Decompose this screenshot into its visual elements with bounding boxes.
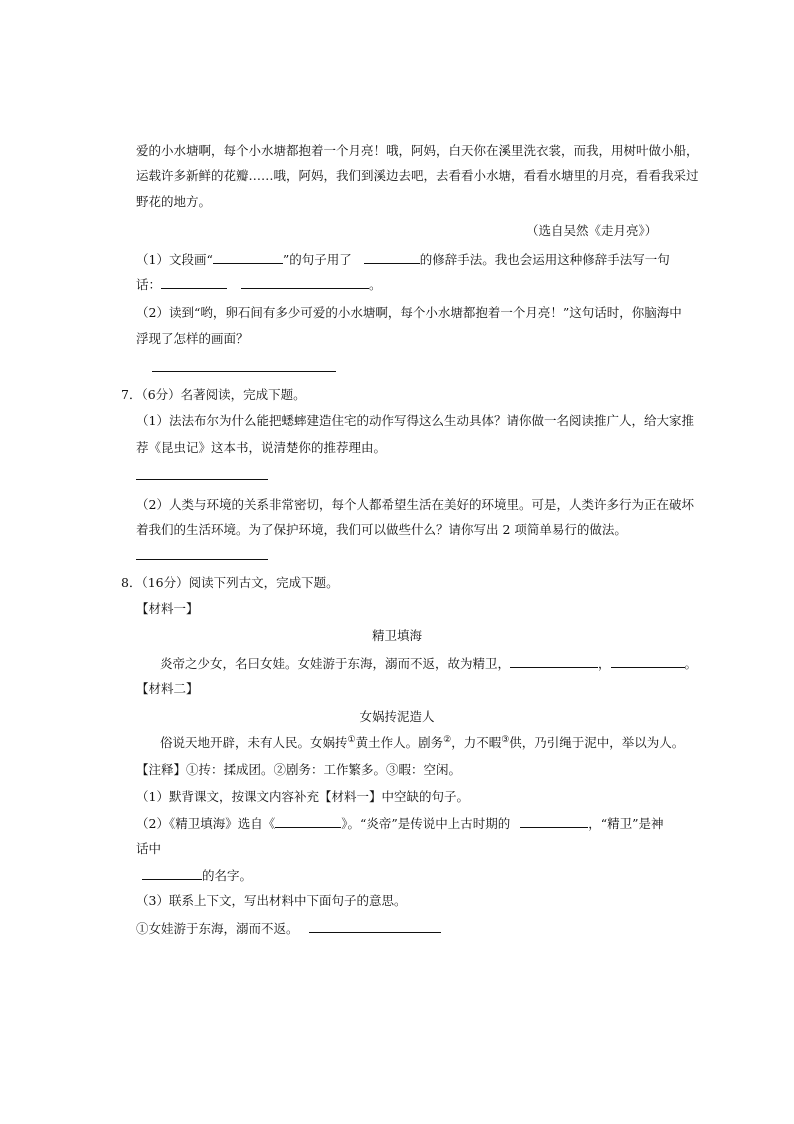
- q6-sub1-text-c: 的修辞手法。我也会运用这种修辞手法写一句: [419, 252, 670, 267]
- material-1-label: 【材料一】: [136, 601, 199, 616]
- q8-sub2-line1: [136, 815, 664, 832]
- q6-sub1-text-a: （1）文段画“: [136, 252, 213, 267]
- answer-line-q7-1[interactable]: [136, 479, 268, 480]
- material-2-part-4: 供，乃引绳于泥中，举以为人。: [509, 735, 685, 750]
- material-2-part-2: 黄土作人。剧务: [355, 735, 444, 750]
- q8-sub2-text-a: （2）《精卫填海》选自《: [136, 816, 276, 831]
- q8-sub2-text-e: 的名字。: [202, 868, 253, 883]
- answer-line-q6-2[interactable]: [152, 371, 336, 372]
- footnote-mark-3: ③: [501, 734, 510, 745]
- material-1-body: 炎帝之少女，名曰女娃。女娃游于东海，溺而不返，故为精卫，: [160, 656, 511, 671]
- q8-sub3-sentence: ①女娃游于东海，溺而不返。: [136, 921, 299, 936]
- q8-heading: 8．（16分）阅读下列古文，完成下题。: [121, 575, 339, 590]
- passage-line-1: 爱的小水塘啊，每个小水塘都抱着一个月亮！哦，阿妈，白天你在溪里洗衣裳，而我，用树叶做小船，: [136, 143, 699, 158]
- passage-source: （选自吴然《走月亮》）: [526, 223, 658, 238]
- answer-blank-underlined-sentence[interactable]: [213, 251, 283, 264]
- answer-blank-material-1-b[interactable]: [611, 655, 685, 668]
- q8-sub1: （1）默背课文，按课文内容补充【材料一】中空缺的句子。: [136, 789, 469, 804]
- material-1-end: 。: [684, 656, 698, 671]
- answer-blank-translation[interactable]: [309, 920, 441, 933]
- material-2-text: [160, 735, 684, 751]
- answer-blank-sentence-1[interactable]: [161, 276, 227, 289]
- q6-sub1-text-d: 话：: [136, 277, 162, 292]
- material-2-label: 【材料二】: [136, 681, 199, 696]
- passage-line-3: 野花的地方。: [136, 194, 212, 209]
- answer-blank-jingwei[interactable]: [142, 867, 202, 880]
- q7-sub1-line1: （1）法法布尔为什么能把蟋蟀建造住宅的动作写得这么生动具体？请你做一名阅读推广人，给大家推: [136, 413, 694, 428]
- q8-sub2-text-c: ，“精卫”是神: [588, 816, 664, 831]
- answer-blank-material-1-a[interactable]: [510, 655, 598, 668]
- q6-sub2-line1: （2）读到“哟，卵石间有多少可爱的小水塘啊，每个小水塘都抱着一个月亮！”这句话时，你脑海中: [136, 305, 682, 320]
- q8-sub2-line2: 话中: [136, 841, 162, 856]
- q8-sub2-line3: [142, 867, 252, 884]
- passage-line-2: 运载许多新鲜的花瓣……哦，阿妈，我们到溪边去吧，去看看小水塘，看看水塘里的月亮，看看我采过: [136, 168, 699, 183]
- material-2-part-3: ，力不暇: [451, 735, 502, 750]
- answer-blank-yandi[interactable]: [520, 815, 588, 828]
- material-2-part-1: 俗说天地开辟，未有人民。女娲抟: [160, 735, 348, 750]
- q6-sub1-line1: [136, 251, 670, 268]
- annotation-note: 【注释】①抟：揉成团。②剧务：工作繁多。③暇：空闲。: [136, 762, 462, 777]
- material-2-title: 女娲抟泥造人: [359, 709, 435, 724]
- q7-heading: 7．（6分）名著阅读，完成下题。: [121, 387, 306, 402]
- q7-sub2-line1: （2）人类与环境的关系非常密切，每个人都希望生活在美好的环境里。可是，人类许多行为正在破坏: [136, 497, 694, 512]
- material-1-title: 精卫填海: [371, 628, 422, 643]
- q8-sub2-text-b: 》。“炎帝”是传说中上古时期的: [341, 816, 511, 831]
- q6-sub2-line2: 浮现了怎样的画面？: [136, 331, 249, 346]
- q6-sub1-end: 。: [369, 277, 382, 292]
- footnote-mark-2: ②: [443, 734, 452, 745]
- q6-sub1-text-b: ”的句子用了: [282, 252, 352, 267]
- footnote-mark-1: ①: [347, 734, 356, 745]
- q8-sub3: （3）联系上下文，写出材料中下面句子的意思。: [136, 893, 407, 908]
- material-1-text: [160, 655, 697, 672]
- material-1-comma: ，: [598, 656, 611, 671]
- q7-sub1-line2: 荐《昆虫记》这本书，说清楚你的推荐理由。: [136, 440, 387, 455]
- q7-sub2-line2: 着我们的生活环境。为了保护环境，我们可以做些什么？请你写出 2 项简单易行的做法。: [136, 522, 627, 537]
- answer-blank-rhetoric[interactable]: [364, 251, 420, 264]
- q8-sub3-item: [136, 920, 441, 937]
- answer-blank-sentence-2[interactable]: [241, 276, 369, 289]
- q6-sub1-line2: [136, 276, 382, 293]
- answer-line-q7-2[interactable]: [136, 559, 268, 560]
- answer-blank-source-book[interactable]: [275, 815, 341, 828]
